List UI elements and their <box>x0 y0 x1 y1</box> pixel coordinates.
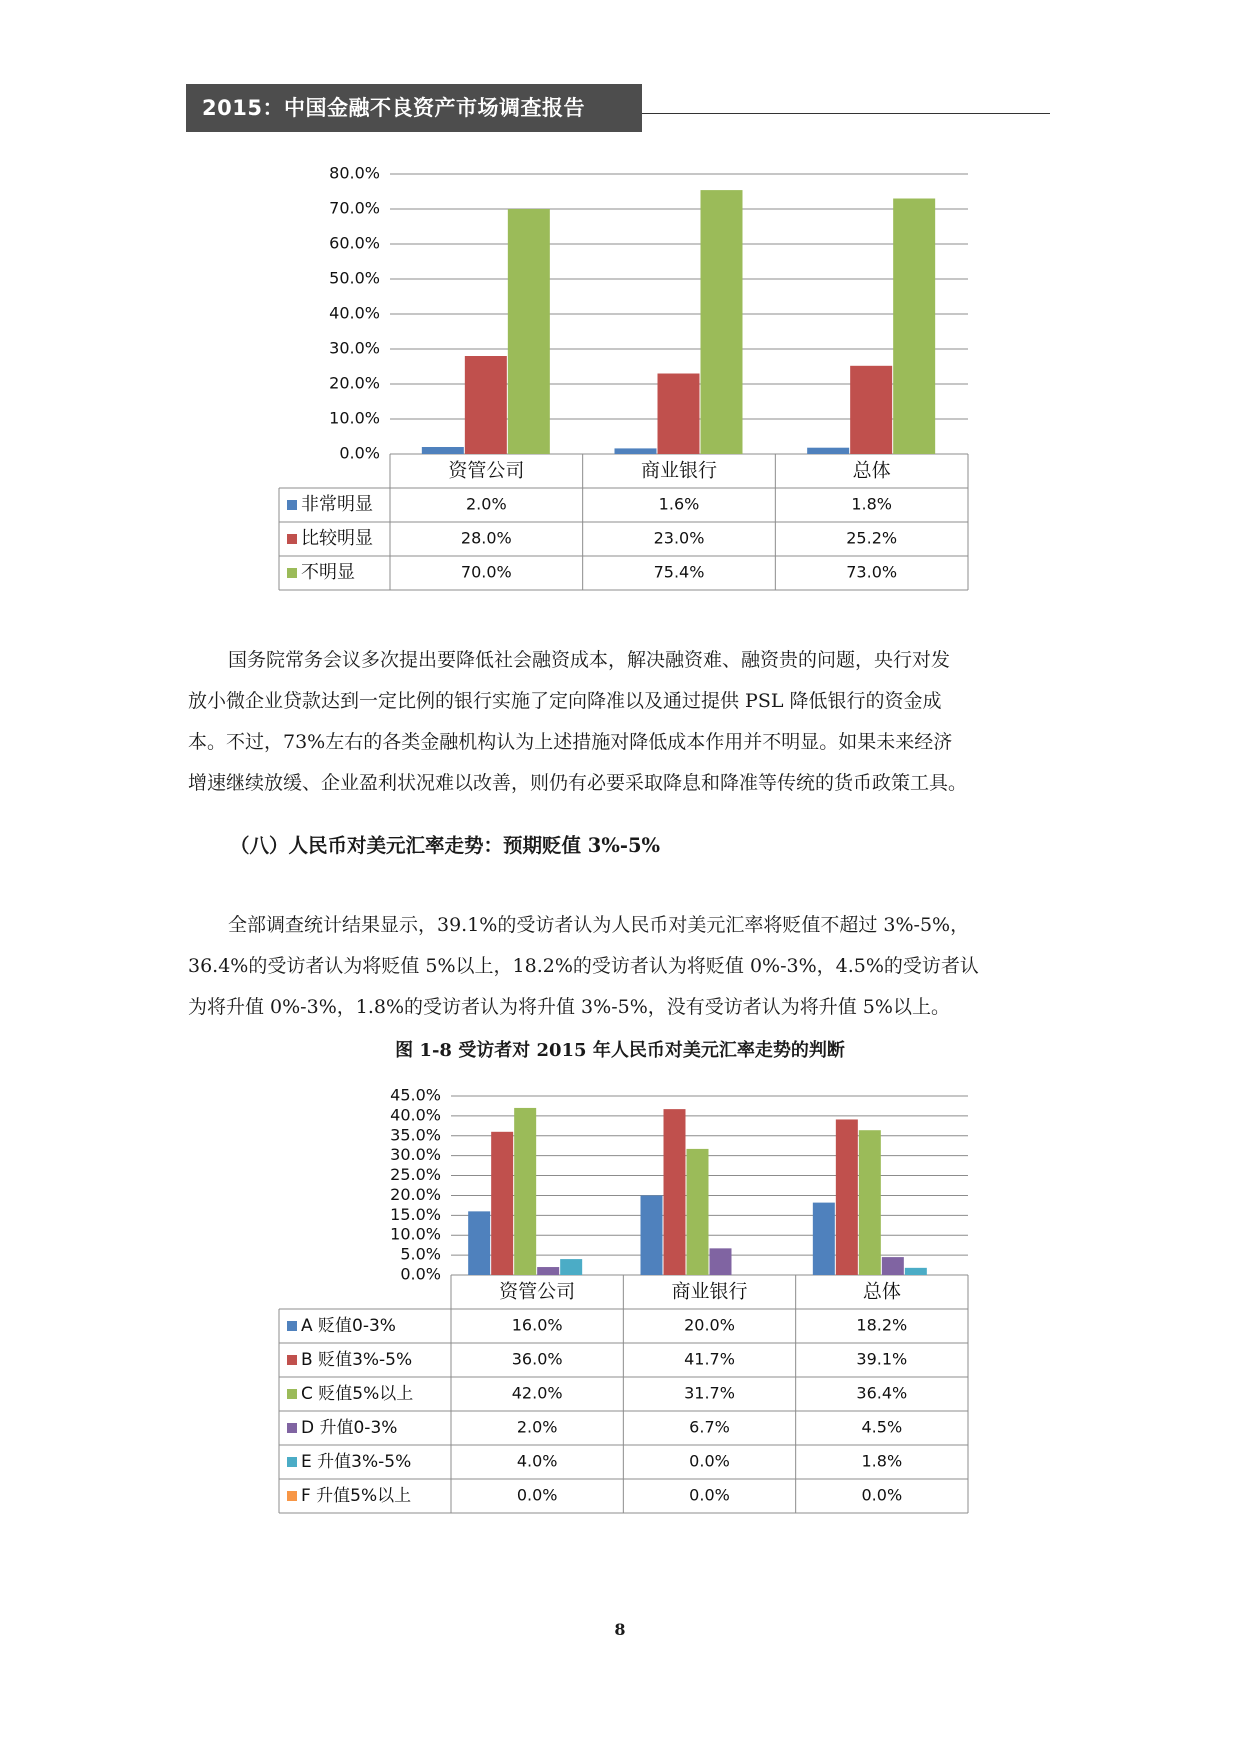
data-label: 0.0% <box>516 1485 558 1505</box>
series-name: B 贬值3%-5% <box>301 1350 413 1370</box>
category-label: 商业银行 <box>671 1280 748 1303</box>
y-tick-label: 5.0% <box>400 1244 441 1264</box>
series-name: A 贬值0-3% <box>301 1316 396 1336</box>
legend-key <box>287 500 297 510</box>
data-label: 23.0% <box>653 528 705 548</box>
legend-key <box>287 1355 297 1365</box>
page-number: 8 <box>614 1620 626 1639</box>
y-tick-label: 30.0% <box>329 338 380 358</box>
series-name: 非常明显 <box>301 494 373 515</box>
legend-key <box>287 1321 297 1331</box>
data-label: 20.0% <box>684 1315 735 1335</box>
legend-key <box>287 568 297 578</box>
y-tick-label: 20.0% <box>329 373 380 393</box>
bar <box>514 1108 536 1275</box>
legend-key <box>287 1457 297 1467</box>
y-tick-label: 35.0% <box>390 1125 441 1145</box>
category-label: 总体 <box>852 459 891 482</box>
data-label: 36.4% <box>856 1383 908 1403</box>
bar <box>813 1203 835 1275</box>
bar <box>836 1119 858 1275</box>
data-label: 42.0% <box>511 1383 563 1403</box>
y-tick-label: 45.0% <box>390 1085 441 1105</box>
data-label: 41.7% <box>684 1349 735 1369</box>
data-label: 2.0% <box>466 494 507 514</box>
y-tick-label: 30.0% <box>390 1145 441 1165</box>
header-bar <box>186 84 642 132</box>
data-label: 70.0% <box>460 562 512 582</box>
data-label: 6.7% <box>689 1417 730 1437</box>
data-label: 39.1% <box>856 1349 908 1369</box>
paragraph-line: 国务院常务会议多次提出要降低社会融资成本，解决融资难、融资贵的问题，央行对发 <box>228 649 951 671</box>
y-tick-label: 60.0% <box>329 233 380 253</box>
bar <box>560 1259 582 1275</box>
bar <box>664 1109 686 1275</box>
data-label: 28.0% <box>460 528 512 548</box>
bar <box>701 190 743 454</box>
series-name: E 升值3%-5% <box>301 1452 412 1472</box>
bar <box>859 1130 881 1275</box>
bar <box>422 447 464 454</box>
y-tick-label: 10.0% <box>329 408 380 428</box>
bar <box>465 356 507 454</box>
y-tick-label: 40.0% <box>329 303 380 323</box>
y-tick-label: 0.0% <box>400 1264 441 1284</box>
data-label: 36.0% <box>511 1349 563 1369</box>
bar <box>893 199 935 455</box>
paragraph-exchange-rate <box>188 905 1050 1028</box>
y-tick-label: 15.0% <box>390 1204 441 1224</box>
bar <box>468 1211 490 1275</box>
section-heading: （八）人民币对美元汇率走势：预期贬值 3%-5% <box>230 834 661 857</box>
data-label: 4.5% <box>861 1417 903 1437</box>
paragraph-line: 36.4%的受访者认为将贬值 5%以上，18.2%的受访者认为将贬值 0%-3%，4.5%的受访者认 <box>188 955 979 977</box>
data-label: 1.8% <box>861 1451 903 1471</box>
data-label: 0.0% <box>689 1451 730 1471</box>
header-rule <box>642 113 1050 114</box>
bar <box>537 1267 559 1275</box>
y-tick-label: 25.0% <box>390 1165 441 1185</box>
y-tick-label: 20.0% <box>390 1184 441 1204</box>
paragraph-line: 全部调查统计结果显示，39.1%的受访者认为人民币对美元汇率将贬值不超过 3%-5%， <box>228 914 970 936</box>
bar <box>882 1257 904 1275</box>
data-label: 1.6% <box>658 494 700 514</box>
data-label: 31.7% <box>684 1383 735 1403</box>
series-name: F 升值5%以上 <box>301 1486 412 1506</box>
y-tick-label: 0.0% <box>339 443 380 463</box>
paragraph-line: 增速继续放缓、企业盈利状况难以改善，则仍有必要采取降息和降准等传统的货币政策工具。 <box>188 772 968 794</box>
bar <box>850 366 892 454</box>
data-label: 16.0% <box>511 1315 563 1335</box>
data-label: 73.0% <box>846 562 898 582</box>
data-label: 25.2% <box>846 528 898 548</box>
series-name: D 升值0-3% <box>301 1418 398 1438</box>
category-label: 资管公司 <box>499 1280 576 1303</box>
paragraph-line: 本。不过，73%左右的各类金融机构认为上述措施对降低成本作用并不明显。如果未来经济 <box>188 731 953 753</box>
data-label: 4.0% <box>516 1451 558 1471</box>
paragraph-line: 为将升值 0%-3%，1.8%的受访者认为将升值 3%-5%，没有受访者认为将升值 5%以上。 <box>188 996 950 1018</box>
data-label: 0.0% <box>861 1485 903 1505</box>
data-label: 75.4% <box>653 562 705 582</box>
category-label: 资管公司 <box>448 459 525 482</box>
legend-key <box>287 534 297 544</box>
category-label: 商业银行 <box>640 459 718 482</box>
data-label: 18.2% <box>856 1315 908 1335</box>
y-tick-label: 80.0% <box>329 163 380 183</box>
y-tick-label: 70.0% <box>329 198 380 218</box>
legend-key <box>287 1491 297 1501</box>
y-tick-label: 50.0% <box>329 268 380 288</box>
data-label: 2.0% <box>516 1417 558 1437</box>
bar <box>491 1132 513 1275</box>
y-tick-label: 40.0% <box>390 1105 441 1125</box>
bar <box>807 448 849 454</box>
series-name: 不明显 <box>301 562 355 583</box>
series-name: 比较明显 <box>301 528 373 549</box>
bar <box>687 1149 709 1275</box>
data-label: 1.8% <box>851 494 892 514</box>
data-label: 0.0% <box>689 1485 730 1505</box>
bar <box>710 1248 732 1275</box>
series-name: C 贬值5%以上 <box>301 1384 414 1404</box>
paragraph-cost-reduction <box>188 640 1050 804</box>
legend-key <box>287 1423 297 1433</box>
bar <box>641 1195 663 1275</box>
y-tick-label: 10.0% <box>390 1224 441 1244</box>
figure-caption: 图 1-8 受访者对 2015 年人民币对美元汇率走势的判断 <box>395 1040 845 1061</box>
legend-key <box>287 1389 297 1399</box>
category-label: 总体 <box>862 1280 901 1303</box>
bar <box>615 448 657 454</box>
paragraph-line: 放小微企业贷款达到一定比例的银行实施了定向降准以及通过提供 PSL 降低银行的资金成 <box>188 690 942 712</box>
bar <box>508 209 550 454</box>
report-title: 2015：中国金融不良资产市场调查报告 <box>202 96 585 120</box>
bar <box>658 374 700 455</box>
bar <box>905 1268 927 1275</box>
